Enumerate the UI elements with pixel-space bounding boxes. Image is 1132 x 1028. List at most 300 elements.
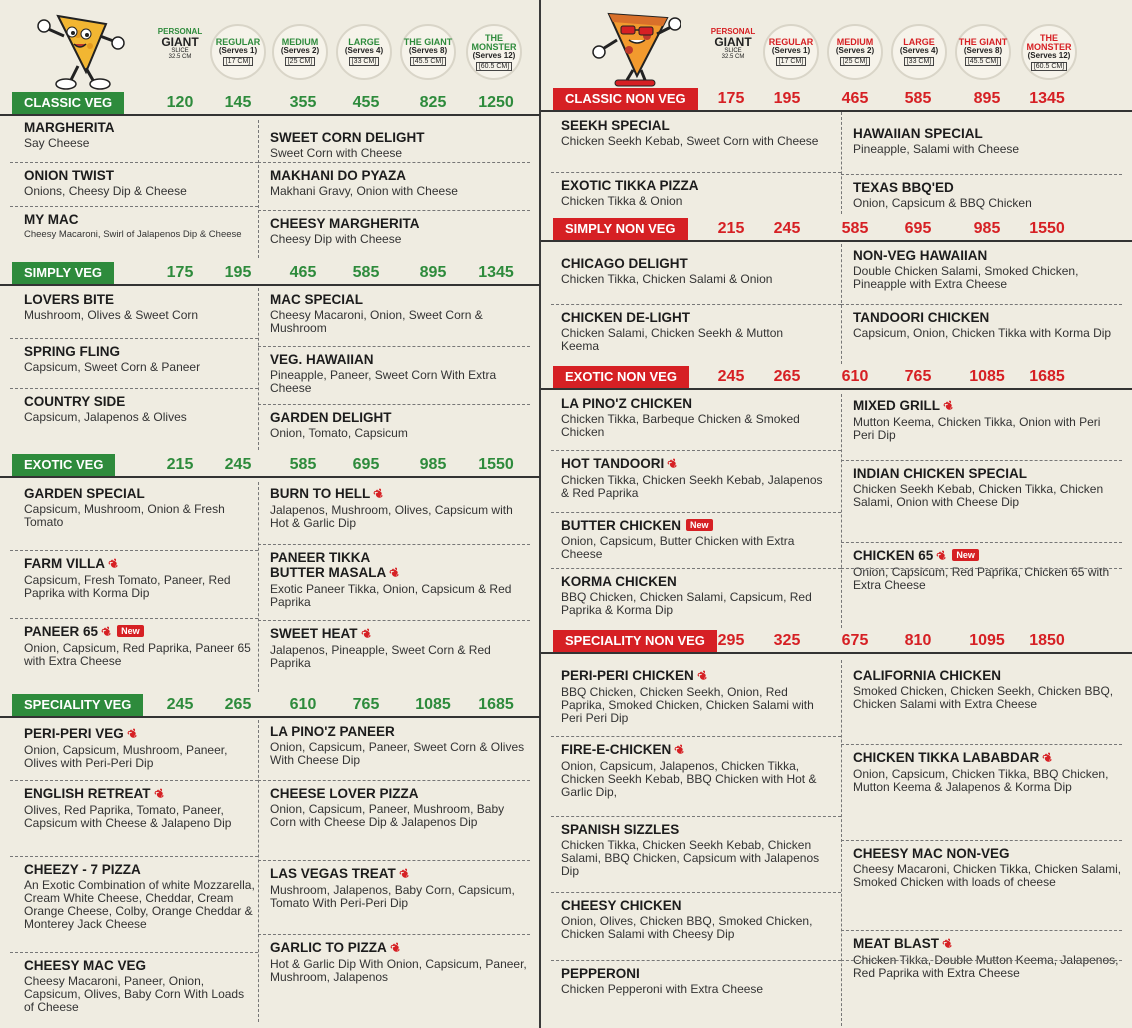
column-separator bbox=[258, 720, 259, 1022]
row-separator bbox=[551, 736, 841, 737]
menu-item-paneer-tikka-butter-masala bbox=[270, 550, 532, 609]
item-description: Sweet Corn with Cheese bbox=[270, 146, 403, 160]
size-badge-the-giant: THE GIANT (Serves 8) [45.5 CM] bbox=[955, 24, 1011, 80]
row-separator bbox=[258, 162, 530, 163]
item-description: Chicken Seekh Kebab, Chicken Tikka, Chicken Salami, Onion with Cheese Dip bbox=[853, 482, 1104, 509]
menu-item-cheesy-mac-veg bbox=[24, 958, 256, 1014]
row-separator bbox=[10, 206, 258, 207]
new-badge: New bbox=[952, 549, 979, 561]
item-description: Mushroom, Jalapenos, Baby Corn, Capsicum, Tomato With Peri-Peri Dip bbox=[270, 883, 515, 910]
menu-item-korma-chicken bbox=[561, 574, 823, 617]
row-separator bbox=[258, 404, 530, 405]
row-separator bbox=[551, 816, 841, 817]
item-name: LAS VEGAS TREAT❦ bbox=[270, 865, 413, 883]
item-description: Chicken Salami, Chicken Seekh & Mutton Keema bbox=[561, 326, 784, 353]
price-large: 695 bbox=[904, 220, 932, 237]
price-regular: 245 bbox=[224, 456, 252, 473]
row-separator bbox=[551, 512, 841, 513]
row-separator bbox=[258, 934, 530, 935]
section-rule bbox=[0, 284, 540, 286]
menu-item-texas-bbq-ed bbox=[853, 180, 1125, 210]
menu-item-makhani-do-pyaza bbox=[270, 168, 532, 198]
chili-spicy-icon: ❦ bbox=[106, 555, 122, 573]
column-separator bbox=[258, 288, 259, 450]
item-description: Onion, Capsicum, Paneer, Sweet Corn & Olives With Cheese Dip bbox=[270, 740, 525, 767]
menu-item-pepperoni bbox=[561, 966, 823, 996]
cheese-mascot-icon bbox=[28, 6, 128, 90]
price-the-monster: 1345 bbox=[1029, 90, 1065, 107]
price-regular: 195 bbox=[773, 90, 801, 107]
item-description: Makhani Gravy, Onion with Cheese bbox=[270, 184, 458, 198]
price-the-giant: 1085 bbox=[969, 368, 1005, 385]
item-description: Chicken Tikka, Chicken Seekh Kebab, Chicken Salami, BBQ Chicken, Capsicum with Jalapenos Dip bbox=[561, 838, 820, 878]
size-badge-the-monster: THE MONSTER (Serves 12) [60.5 CM] bbox=[466, 24, 522, 80]
item-description: Hot & Garlic Dip With Onion, Capsicum, Paneer, Mushroom, Jalapenos bbox=[270, 957, 527, 984]
menu-item-butter-chicken bbox=[561, 518, 823, 561]
price-the-monster: 1850 bbox=[1029, 632, 1065, 649]
menu-item-peri-peri-veg bbox=[24, 726, 256, 770]
section-title: EXOTIC VEG bbox=[12, 454, 115, 476]
item-description: Capsicum, Onion, Chicken Tikka with Korma Dip bbox=[853, 326, 1112, 340]
price-the-monster: 1345 bbox=[478, 264, 514, 281]
row-separator bbox=[551, 960, 841, 961]
price-large: 455 bbox=[352, 94, 380, 111]
menu-item-my-mac bbox=[24, 212, 256, 240]
menu-item-paneer-65 bbox=[24, 624, 256, 668]
item-description: Double Chicken Salami, Smoked Chicken, Pineapple with Extra Cheese bbox=[853, 264, 1079, 291]
size-badge-regular: REGULAR (Serves 1) [17 CM] bbox=[763, 24, 819, 80]
price-medium: 585 bbox=[289, 456, 317, 473]
item-description: Cheesy Dip with Cheese bbox=[270, 232, 402, 246]
row-separator bbox=[258, 780, 530, 781]
item-name: PERI-PERI CHICKEN❦ bbox=[561, 667, 711, 685]
menu-item-chicken-65 bbox=[853, 548, 1125, 592]
item-name: FIRE-E-CHICKEN❦ bbox=[561, 741, 688, 759]
item-description: Onions, Cheesy Dip & Cheese bbox=[24, 184, 187, 198]
menu-item-cheesy-margherita bbox=[270, 216, 532, 246]
nonveg-header bbox=[541, 6, 1132, 90]
section-rule bbox=[541, 240, 1132, 242]
veg-menu-panel bbox=[0, 0, 540, 1028]
chili-spicy-icon: ❦ bbox=[99, 623, 115, 641]
item-description: Chicken Tikka, Chicken Salami & Onion bbox=[561, 272, 773, 286]
menu-item-cheese-lover-pizza bbox=[270, 786, 532, 829]
item-name: CHEESY MARGHERITA bbox=[270, 216, 420, 231]
item-description: Pineapple, Paneer, Sweet Corn With Extra Cheese bbox=[270, 368, 497, 395]
menu-item-chicken-de-light bbox=[561, 310, 823, 353]
chili-spicy-icon: ❦ bbox=[1040, 749, 1056, 767]
section-header-simply-veg bbox=[0, 262, 540, 286]
item-name: TEXAS BBQ'ED bbox=[853, 180, 954, 195]
chili-spicy-icon: ❦ bbox=[665, 455, 681, 473]
row-separator bbox=[841, 542, 1122, 543]
section-title: SIMPLY NON VEG bbox=[553, 218, 688, 240]
menu-item-hot-tandoori bbox=[561, 456, 823, 500]
menu-item-cheesy-mac-non-veg bbox=[853, 846, 1125, 889]
item-name: COUNTRY SIDE bbox=[24, 394, 126, 409]
item-name: PANEER 65❦ New bbox=[24, 624, 256, 640]
price-medium: 585 bbox=[841, 220, 869, 237]
menu-item-mixed-grill bbox=[853, 398, 1125, 442]
item-description: BBQ Chicken, Chicken Seekh, Onion, Red Paprika, Smoked Chicken, Chicken Salami with Peri Peri Dip bbox=[561, 685, 814, 725]
item-name: TANDOORI CHICKEN bbox=[853, 310, 990, 325]
menu-item-chicago-delight bbox=[561, 256, 823, 286]
row-separator bbox=[841, 930, 1122, 931]
price-large: 810 bbox=[904, 632, 932, 649]
item-name: HAWAIIAN SPECIAL bbox=[853, 126, 983, 141]
item-name: LOVERS BITE bbox=[24, 292, 115, 307]
item-description: Chicken Seekh Kebab, Sweet Corn with Cheese bbox=[561, 134, 819, 148]
menu-item-la-pino-z-paneer bbox=[270, 724, 532, 767]
nonveg-menu-panel bbox=[541, 0, 1132, 1028]
row-separator bbox=[10, 618, 258, 619]
item-description: Chicken Tikka & Onion bbox=[561, 194, 683, 208]
chili-spicy-icon: ❦ bbox=[934, 547, 950, 565]
price-regular: 295 bbox=[717, 632, 745, 649]
menu-item-tandoori-chicken bbox=[853, 310, 1125, 340]
menu-item-cheesy-chicken bbox=[561, 898, 823, 941]
new-badge: New bbox=[686, 519, 713, 531]
row-separator bbox=[10, 388, 258, 389]
item-name: CHICKEN DE-LIGHT bbox=[561, 310, 690, 325]
row-separator bbox=[841, 460, 1122, 461]
item-name: CHEESY MAC NON-VEG bbox=[853, 846, 1010, 861]
menu-item-spring-fling bbox=[24, 344, 256, 374]
item-description: Onion, Capsicum, Butter Chicken with Extra Cheese bbox=[561, 534, 795, 561]
item-description: Capsicum, Mushroom, Onion & Fresh Tomato bbox=[24, 502, 225, 529]
section-header-simply-non-veg bbox=[541, 218, 1132, 242]
item-name: NON-VEG HAWAIIAN bbox=[853, 248, 988, 263]
menu-item-burn-to-hell bbox=[270, 486, 532, 530]
item-name: VEG. HAWAIIAN bbox=[270, 352, 374, 367]
item-description: Onion, Capsicum & BBQ Chicken bbox=[853, 196, 1032, 210]
menu-item-onion-twist bbox=[24, 168, 256, 198]
row-separator bbox=[10, 338, 258, 339]
chili-spicy-icon: ❦ bbox=[387, 564, 403, 582]
price-the-monster: 1550 bbox=[1029, 220, 1065, 237]
menu-item-fire-e-chicken bbox=[561, 742, 823, 799]
menu-item-indian-chicken-special bbox=[853, 466, 1125, 509]
row-separator bbox=[841, 960, 1122, 961]
item-description: BBQ Chicken, Chicken Salami, Capsicum, Red Paprika & Korma Dip bbox=[561, 590, 812, 617]
item-description: Smoked Chicken, Chicken Seekh, Chicken BBQ, Chicken Salami with Extra Cheese bbox=[853, 684, 1114, 711]
menu-item-mac-special bbox=[270, 292, 532, 335]
section-header-classic-veg bbox=[0, 92, 540, 116]
price-the-giant: 985 bbox=[973, 220, 1001, 237]
size-badge-medium: MEDIUM (Serves 2) [25 CM] bbox=[827, 24, 883, 80]
item-description: Onion, Capsicum, Jalapenos, Chicken Tikka, Chicken Seekh Kebab, BBQ Chicken with Hot & Garlic Dip, bbox=[561, 759, 817, 799]
menu-item-hawaiian-special bbox=[853, 126, 1125, 156]
section-rule bbox=[541, 388, 1132, 390]
price-large: 765 bbox=[352, 696, 380, 713]
row-separator bbox=[841, 840, 1122, 841]
chili-spicy-icon: ❦ bbox=[695, 667, 711, 685]
row-separator bbox=[551, 892, 841, 893]
item-name: SWEET CORN DELIGHT bbox=[270, 130, 425, 145]
item-name: ENGLISH RETREAT❦ bbox=[24, 785, 167, 803]
item-description: Chicken Tikka, Chicken Seekh Kebab, Jalapenos & Red Paprika bbox=[561, 473, 823, 500]
price-medium: 610 bbox=[841, 368, 869, 385]
price-regular: 120 bbox=[166, 94, 194, 111]
row-separator bbox=[551, 568, 841, 569]
price-regular: 145 bbox=[224, 94, 252, 111]
item-name: ONION TWIST bbox=[24, 168, 114, 183]
chili-spicy-icon: ❦ bbox=[388, 939, 404, 957]
item-name: PEPPERONI bbox=[561, 966, 640, 981]
price-the-giant: 1095 bbox=[969, 632, 1005, 649]
price-regular: 245 bbox=[717, 368, 745, 385]
item-name: CHEESE LOVER PIZZA bbox=[270, 786, 419, 801]
price-regular: 175 bbox=[166, 264, 194, 281]
menu-item-lovers-bite bbox=[24, 292, 256, 322]
row-separator bbox=[841, 568, 1122, 569]
menu-item-chicken-tikka-lababdar bbox=[853, 750, 1125, 794]
item-name: PANEER TIKKA BUTTER MASALA❦ bbox=[270, 550, 403, 582]
item-description: Cheesy Macaroni, Onion, Sweet Corn & Mushroom bbox=[270, 308, 483, 335]
item-description: Onion, Capsicum, Mushroom, Paneer, Olives with Peri-Peri Dip bbox=[24, 743, 228, 770]
price-regular: 245 bbox=[166, 696, 194, 713]
row-separator bbox=[258, 860, 530, 861]
item-name: SPRING FLING bbox=[24, 344, 121, 359]
row-separator bbox=[841, 304, 1122, 305]
menu-item-la-pino-z-chicken bbox=[561, 396, 823, 439]
chili-spicy-icon: ❦ bbox=[371, 485, 387, 503]
menu-item-sweet-heat bbox=[270, 626, 532, 670]
menu-item-california-chicken bbox=[853, 668, 1125, 711]
item-description: Onion, Capsicum, Chicken Tikka, BBQ Chicken, Mutton Keema & Jalapenos & Korma Dip bbox=[853, 767, 1109, 794]
column-separator bbox=[841, 394, 842, 628]
section-rule bbox=[541, 652, 1132, 654]
section-rule bbox=[541, 110, 1132, 112]
section-rule bbox=[0, 114, 540, 116]
price-the-monster: 1685 bbox=[478, 696, 514, 713]
item-name: MAKHANI DO PYAZA bbox=[270, 168, 407, 183]
item-name: CALIFORNIA CHICKEN bbox=[853, 668, 1001, 683]
section-title: SPECIALITY VEG bbox=[12, 694, 143, 716]
section-rule bbox=[0, 716, 540, 718]
size-badge-the-monster: THE MONSTER (Serves 12) [60.5 CM] bbox=[1021, 24, 1077, 80]
menu-item-veg-hawaiian bbox=[270, 352, 532, 395]
item-description: Olives, Red Paprika, Tomato, Paneer, Capsicum with Cheese & Jalapeno Dip bbox=[24, 803, 232, 830]
menu-item-spanish-sizzles bbox=[561, 822, 823, 878]
section-header-exotic-veg bbox=[0, 454, 540, 478]
row-separator bbox=[841, 744, 1122, 745]
price-regular: 175 bbox=[717, 90, 745, 107]
price-medium: 610 bbox=[289, 696, 317, 713]
item-name: SPANISH SIZZLES bbox=[561, 822, 680, 837]
row-separator bbox=[10, 162, 258, 163]
item-name: SEEKH SPECIAL bbox=[561, 118, 670, 133]
chili-spicy-icon: ❦ bbox=[940, 935, 956, 953]
new-badge: New bbox=[117, 625, 144, 637]
item-name: MAC SPECIAL bbox=[270, 292, 364, 307]
item-description: Mutton Keema, Chicken Tikka, Onion with Peri Peri Dip bbox=[853, 415, 1101, 442]
menu-item-sweet-corn-delight bbox=[270, 130, 532, 160]
section-title: CLASSIC VEG bbox=[12, 92, 124, 114]
chili-spicy-icon: ❦ bbox=[397, 865, 413, 883]
column-separator bbox=[258, 120, 259, 258]
menu-item-peri-peri-chicken bbox=[561, 668, 823, 725]
section-header-classic-non-veg bbox=[541, 88, 1132, 112]
item-name: MIXED GRILL❦ bbox=[853, 397, 957, 415]
menu-item-garden-special bbox=[24, 486, 256, 529]
price-medium: 465 bbox=[841, 90, 869, 107]
row-separator bbox=[551, 172, 841, 173]
section-title: SIMPLY VEG bbox=[12, 262, 114, 284]
row-separator bbox=[841, 174, 1122, 175]
item-description: Capsicum, Fresh Tomato, Paneer, Red Paprika with Korma Dip bbox=[24, 573, 231, 600]
item-name: GARDEN DELIGHT bbox=[270, 410, 392, 425]
item-description: Onion, Capsicum, Paneer, Mushroom, Baby Corn with Cheese Dip & Jalapenos Dip bbox=[270, 802, 505, 829]
item-description: Capsicum, Jalapenos & Olives bbox=[24, 410, 187, 424]
size-badge-the-giant: THE GIANT (Serves 8) [45.5 CM] bbox=[400, 24, 456, 80]
item-name: GARDEN SPECIAL bbox=[24, 486, 145, 501]
price-large: 695 bbox=[352, 456, 380, 473]
item-name: LA PINO'Z CHICKEN bbox=[561, 396, 692, 411]
pizza-slice-mascot-icon bbox=[581, 6, 681, 90]
item-name: KORMA CHICKEN bbox=[561, 574, 677, 589]
size-badge-large: LARGE (Serves 4) [33 CM] bbox=[336, 24, 392, 80]
item-name: GARLIC TO PIZZA❦ bbox=[270, 939, 404, 957]
item-description: Say Cheese bbox=[24, 136, 90, 150]
item-name: FARM VILLA❦ bbox=[24, 555, 122, 573]
item-name: INDIAN CHICKEN SPECIAL bbox=[853, 466, 1028, 481]
menu-item-farm-villa bbox=[24, 556, 256, 600]
menu-item-margherita bbox=[24, 120, 256, 150]
item-description: Capsicum, Sweet Corn & Paneer bbox=[24, 360, 201, 374]
price-regular: 265 bbox=[224, 696, 252, 713]
menu-item-english-retreat bbox=[24, 786, 256, 830]
menu-item-las-vegas-treat bbox=[270, 866, 532, 910]
item-name: BURN TO HELL❦ bbox=[270, 485, 387, 503]
section-header-exotic-non-veg bbox=[541, 366, 1132, 390]
item-description: Chicken Pepperoni with Extra Cheese bbox=[561, 982, 764, 996]
price-regular: 245 bbox=[773, 220, 801, 237]
row-separator bbox=[258, 544, 530, 545]
item-description: An Exotic Combination of white Mozzarella, Cream White Cheese, Cheddar, Cream Orange Cheese, Colby, Orange Cheddar & Monterey Jack Cheese bbox=[24, 878, 255, 931]
price-the-giant: 825 bbox=[419, 94, 447, 111]
row-separator bbox=[258, 346, 530, 347]
section-header-speciality-veg bbox=[0, 694, 540, 718]
price-the-monster: 1685 bbox=[1029, 368, 1065, 385]
item-description: Onion, Capsicum, Red Paprika, Paneer 65 with Extra Cheese bbox=[24, 641, 251, 668]
price-medium: 355 bbox=[289, 94, 317, 111]
row-separator bbox=[551, 450, 841, 451]
section-title: CLASSIC NON VEG bbox=[553, 88, 698, 110]
row-separator bbox=[10, 856, 258, 857]
chili-spicy-icon: ❦ bbox=[672, 741, 688, 759]
row-separator bbox=[10, 952, 258, 953]
item-name: SWEET HEAT❦ bbox=[270, 625, 374, 643]
price-regular: 195 bbox=[224, 264, 252, 281]
menu-item-meat-blast bbox=[853, 936, 1125, 980]
item-name: CHICKEN 65❦ New bbox=[853, 548, 1125, 564]
item-description: Jalapenos, Pineapple, Sweet Corn & Red Paprika bbox=[270, 643, 491, 670]
column-separator bbox=[258, 482, 259, 692]
menu-item-exotic-tikka-pizza bbox=[561, 178, 823, 208]
item-description: Onion, Olives, Chicken BBQ, Smoked Chicken, Chicken Salami with Cheesy Dip bbox=[561, 914, 813, 941]
item-description: Jalapenos, Mushroom, Olives, Capsicum with Hot & Garlic Dip bbox=[270, 503, 513, 530]
item-name: CHEESY MAC VEG bbox=[24, 958, 147, 973]
item-name: CHEEZY - 7 PIZZA bbox=[24, 862, 141, 877]
price-large: 585 bbox=[352, 264, 380, 281]
price-regular: 215 bbox=[166, 456, 194, 473]
price-the-monster: 1550 bbox=[478, 456, 514, 473]
personal-giant-slice-badge: PERSONAL GIANT SLICE 32.5 CM bbox=[710, 27, 756, 60]
item-description: Chicken Tikka, Double Mutton Keema, Jalapenos, Red Paprika with Extra Cheese bbox=[853, 953, 1119, 980]
price-the-giant: 895 bbox=[419, 264, 447, 281]
chili-spicy-icon: ❦ bbox=[151, 785, 167, 803]
item-name: LA PINO'Z PANEER bbox=[270, 724, 395, 739]
price-large: 765 bbox=[904, 368, 932, 385]
menu-item-garlic-to-pizza bbox=[270, 940, 532, 984]
item-name: MY MAC bbox=[24, 212, 79, 227]
menu-item-country-side bbox=[24, 394, 256, 424]
price-the-giant: 985 bbox=[419, 456, 447, 473]
price-medium: 675 bbox=[841, 632, 869, 649]
price-medium: 465 bbox=[289, 264, 317, 281]
section-title: SPECIALITY NON VEG bbox=[553, 630, 717, 652]
item-name: MEAT BLAST❦ bbox=[853, 935, 956, 953]
row-separator bbox=[10, 780, 258, 781]
item-name: MARGHERITA bbox=[24, 120, 115, 135]
row-separator bbox=[551, 304, 841, 305]
item-name: EXOTIC TIKKA PIZZA bbox=[561, 178, 699, 193]
item-description: Cheesy Macaroni, Swirl of Jalapenos Dip & Cheese bbox=[24, 229, 242, 240]
section-header-speciality-non-veg bbox=[541, 630, 1132, 654]
price-regular: 325 bbox=[773, 632, 801, 649]
menu-item-seekh-special bbox=[561, 118, 823, 148]
item-description: Cheesy Macaroni, Chicken Tikka, Chicken Salami, Smoked Chicken with loads of cheese bbox=[853, 862, 1122, 889]
column-separator bbox=[841, 112, 842, 214]
personal-giant-slice-badge: PERSONAL GIANT SLICE 32.5 CM bbox=[157, 27, 203, 60]
size-badge-regular: REGULAR (Serves 1) [17 CM] bbox=[210, 24, 266, 80]
item-name: CHICKEN TIKKA LABABDAR❦ bbox=[853, 749, 1056, 767]
item-description: Pineapple, Salami with Cheese bbox=[853, 142, 1020, 156]
price-large: 585 bbox=[904, 90, 932, 107]
price-the-monster: 1250 bbox=[478, 94, 514, 111]
row-separator bbox=[10, 550, 258, 551]
menu-item-non-veg-hawaiian bbox=[853, 248, 1125, 291]
chili-spicy-icon: ❦ bbox=[125, 725, 141, 743]
section-title: EXOTIC NON VEG bbox=[553, 366, 689, 388]
column-separator bbox=[841, 660, 842, 1026]
size-badge-large: LARGE (Serves 4) [33 CM] bbox=[891, 24, 947, 80]
price-regular: 265 bbox=[773, 368, 801, 385]
item-description: Onion, Tomato, Capsicum bbox=[270, 426, 408, 440]
chili-spicy-icon: ❦ bbox=[358, 625, 374, 643]
item-description: Mushroom, Olives & Sweet Corn bbox=[24, 308, 199, 322]
price-regular: 215 bbox=[717, 220, 745, 237]
row-separator bbox=[258, 210, 530, 211]
menu-item-cheezy-7-pizza bbox=[24, 862, 256, 931]
item-description: Chicken Tikka, Barbeque Chicken & Smoked Chicken bbox=[561, 412, 800, 439]
item-name: CHEESY CHICKEN bbox=[561, 898, 682, 913]
veg-header bbox=[0, 6, 540, 90]
item-name: CHICAGO DELIGHT bbox=[561, 256, 688, 271]
item-name: BUTTER CHICKEN New bbox=[561, 518, 823, 533]
item-description: Exotic Paneer Tikka, Onion, Capsicum & Red Paprika bbox=[270, 582, 512, 609]
price-the-giant: 895 bbox=[973, 90, 1001, 107]
item-name: PERI-PERI VEG❦ bbox=[24, 725, 141, 743]
row-separator bbox=[258, 620, 530, 621]
section-rule bbox=[0, 476, 540, 478]
item-description: Onion, Capsicum, Red Paprika, Chicken 65 with Extra Cheese bbox=[853, 565, 1110, 592]
menu-item-garden-delight bbox=[270, 410, 532, 440]
size-badge-medium: MEDIUM (Serves 2) [25 CM] bbox=[272, 24, 328, 80]
price-the-giant: 1085 bbox=[415, 696, 451, 713]
chili-spicy-icon: ❦ bbox=[941, 397, 957, 415]
